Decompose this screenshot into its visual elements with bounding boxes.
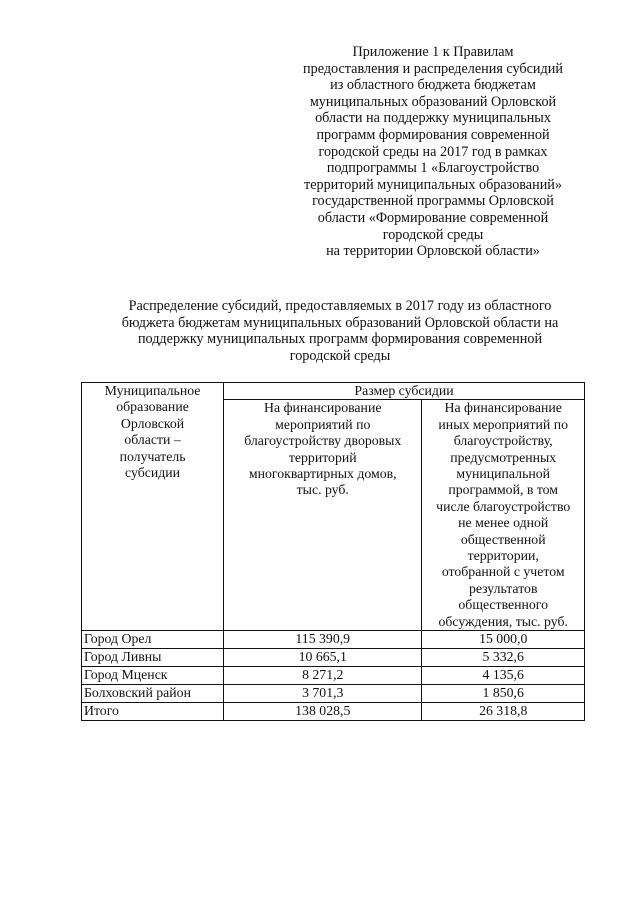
header-line: муниципальной [456,466,551,482]
appendix-line: области на поддержку муниципальных [315,110,551,127]
row-other-amount: 15 000,0 [422,631,585,649]
header-line: территории, [467,548,539,564]
appendix-line: области «Формирование современной [317,209,549,226]
appendix-line: предоставления и распределения субсидий [303,60,563,77]
appendix-line: территорий муниципальных образований» [304,176,562,193]
appendix-line: на территории Орловской области» [326,243,540,260]
header-line: На финансирование [264,400,382,416]
row-yard-amount: 3 701,3 [224,685,422,703]
title-line: бюджета бюджетам муниципальных образований Орловской области на [121,314,559,331]
header-line: тыс. руб. [296,482,349,498]
header-line: благоустройству дворовых [244,433,402,449]
header-line: мероприятий по [275,416,371,432]
title-line: поддержку муниципальных программ формирования современной [137,331,543,348]
subsidy-table [81,382,585,721]
row-municipality-name: Город Мценск [82,667,224,685]
row-yard-amount: 115 390,9 [224,631,422,649]
title-line: городской среды [289,347,391,364]
document-title [70,298,610,364]
row-yard-amount: 8 271,2 [224,667,422,685]
header-line: иных мероприятий по [438,416,568,432]
header-line: области – [124,432,181,448]
header-other-funding [422,400,585,631]
header-line: общественного [458,597,549,613]
header-subsidy-size: Размер субсидии [224,383,585,400]
table-row [82,631,585,649]
table-total-row [82,703,585,721]
header-line: обсуждения, тыс. руб. [438,613,568,629]
appendix-line: Приложение 1 к Правилам [352,44,514,60]
appendix-line: государственной программы Орловской [312,193,554,210]
header-line: образование [116,399,189,415]
row-yard-amount: 10 665,1 [224,649,422,667]
header-line: территорий [288,449,357,465]
row-municipality-name: Город Орел [82,631,224,649]
table-header-row [82,383,585,400]
header-line: отобранной с учетом [441,564,565,580]
header-line: субсидии [125,465,181,481]
row-other-amount: 4 135,6 [422,667,585,685]
header-line: общественной [460,531,546,547]
appendix-line: программ формирования современной [316,126,550,143]
header-line: предусмотренных [450,449,557,465]
appendix-line: муниципальных образований Орловской [309,93,557,110]
table-row [82,649,585,667]
appendix-line: городской среды на 2017 год в рамках [318,143,548,160]
title-line: Распределение субсидий, предоставляемых в 2017 году из областного [128,298,552,314]
header-line: не менее одной [458,515,549,531]
header-line: результатов [468,580,538,596]
table-row [82,667,585,685]
header-line: числе благоустройство [436,498,571,514]
header-line: Муниципальное [104,383,201,398]
appendix-line: из областного бюджета бюджетам [330,77,536,94]
header-line: На финансирование [444,400,562,416]
table-row [82,685,585,703]
appendix-line: городской среды [382,226,484,243]
total-other-amount: 26 318,8 [422,703,585,721]
row-other-amount: 1 850,6 [422,685,585,703]
header-yard-funding [224,400,422,631]
row-other-amount: 5 332,6 [422,649,585,667]
header-line: получатель [119,448,186,464]
header-line: многоквартирных домов, [248,466,397,482]
header-municipality [82,383,224,631]
appendix-line: подпрограммы 1 «Благоустройство [326,160,540,177]
row-municipality-name: Город Ливны [82,649,224,667]
header-line: программой, в том [448,482,559,498]
row-municipality-name: Болховский район [82,685,224,703]
header-line: Орловской [120,415,185,431]
appendix-header [288,44,578,260]
total-label: Итого [82,703,224,721]
header-line: благоустройству, [453,433,553,449]
total-yard-amount: 138 028,5 [224,703,422,721]
